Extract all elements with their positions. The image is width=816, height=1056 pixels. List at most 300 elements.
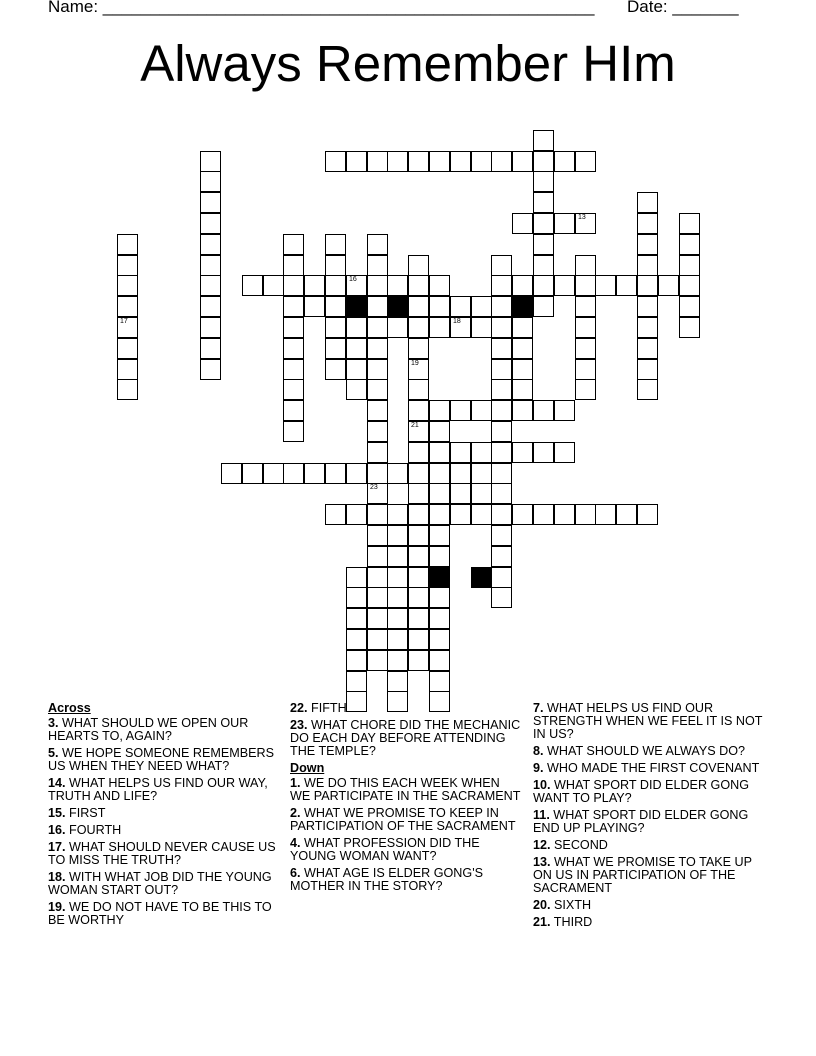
- grid-cell[interactable]: [512, 275, 533, 296]
- grid-cell[interactable]: [408, 608, 429, 629]
- grid-cell[interactable]: [200, 234, 221, 255]
- grid-cell[interactable]: [367, 650, 388, 671]
- grid-cell[interactable]: [367, 483, 388, 504]
- grid-cell[interactable]: [304, 463, 325, 484]
- grid-cell[interactable]: [387, 463, 408, 484]
- grid-cell[interactable]: [575, 338, 596, 359]
- grid-cell[interactable]: [367, 400, 388, 421]
- grid-cell[interactable]: [554, 442, 575, 463]
- grid-cell[interactable]: [491, 400, 512, 421]
- grid-cell[interactable]: [637, 379, 658, 400]
- grid-cell[interactable]: [117, 379, 138, 400]
- grid-cell[interactable]: [491, 421, 512, 442]
- grid-cell[interactable]: [554, 400, 575, 421]
- clue-item: [290, 837, 522, 863]
- grid-cell[interactable]: [346, 359, 367, 380]
- grid-cell[interactable]: [325, 504, 346, 525]
- grid-cell[interactable]: [471, 483, 492, 504]
- grid-cell[interactable]: [346, 151, 367, 172]
- grid-cell[interactable]: [283, 379, 304, 400]
- grid-cell[interactable]: [408, 504, 429, 525]
- clue-item: [533, 702, 765, 741]
- grid-cell[interactable]: [533, 151, 554, 172]
- grid-cell[interactable]: [325, 234, 346, 255]
- grid-cell[interactable]: [346, 671, 367, 692]
- grid-cell[interactable]: [491, 379, 512, 400]
- grid-cell[interactable]: [595, 504, 616, 525]
- grid-cell[interactable]: [200, 317, 221, 338]
- clue-item-text: WHO MADE THE FIRST COVENANT: [543, 761, 760, 775]
- grid-cell[interactable]: [512, 379, 533, 400]
- clues-column-3: [533, 702, 765, 933]
- grid-cell[interactable]: [471, 442, 492, 463]
- grid-cell[interactable]: [429, 442, 450, 463]
- clues-column-2: [290, 702, 522, 897]
- grid-cell[interactable]: [325, 151, 346, 172]
- grid-cell[interactable]: [429, 587, 450, 608]
- grid-cell[interactable]: [533, 234, 554, 255]
- grid-cell[interactable]: [387, 650, 408, 671]
- grid-cell[interactable]: [533, 442, 554, 463]
- clue-item: [48, 747, 280, 773]
- grid-cell[interactable]: [491, 317, 512, 338]
- grid-cell[interactable]: [491, 255, 512, 276]
- grid-cell[interactable]: [429, 421, 450, 442]
- grid-cell[interactable]: [367, 255, 388, 276]
- grid-cell[interactable]: [200, 296, 221, 317]
- grid-cell[interactable]: [283, 400, 304, 421]
- grid-cell[interactable]: [387, 546, 408, 567]
- clue-item: [290, 702, 522, 715]
- grid-cell[interactable]: [616, 504, 637, 525]
- grid-cell[interactable]: [575, 296, 596, 317]
- grid-cell[interactable]: [429, 400, 450, 421]
- grid-cell[interactable]: [408, 151, 429, 172]
- grid-cell[interactable]: [367, 421, 388, 442]
- grid-cell[interactable]: [512, 442, 533, 463]
- clue-number: 21: [411, 422, 419, 429]
- clue-item: [48, 901, 280, 927]
- grid-cell[interactable]: [533, 130, 554, 151]
- grid-cell[interactable]: [637, 192, 658, 213]
- clue-item-text: WHAT SHOULD WE ALWAYS DO?: [543, 744, 746, 758]
- grid-cell[interactable]: [658, 275, 679, 296]
- clue-item-text: WE HOPE SOMEONE REMEMBERS US WHEN THEY NEED WHAT?: [48, 746, 275, 773]
- date-field[interactable]: Date: _______: [627, 0, 739, 16]
- clue-item-number: 14.: [48, 776, 66, 790]
- grid-cell[interactable]: [367, 234, 388, 255]
- down-heading: Down: [290, 761, 325, 775]
- grid-cell[interactable]: [242, 463, 263, 484]
- grid-cell[interactable]: [408, 483, 429, 504]
- grid-cell[interactable]: [575, 151, 596, 172]
- grid-cell[interactable]: [637, 234, 658, 255]
- grid-cell[interactable]: [325, 296, 346, 317]
- clue-item: [533, 916, 765, 929]
- grid-cell[interactable]: [429, 463, 450, 484]
- clue-item-number: 6.: [290, 866, 301, 880]
- grid-cell[interactable]: [575, 255, 596, 276]
- grid-cell[interactable]: [554, 275, 575, 296]
- clue-item-number: 4.: [290, 836, 301, 850]
- grid-cell[interactable]: [200, 275, 221, 296]
- grid-cell[interactable]: [554, 213, 575, 234]
- grid-cell[interactable]: [408, 296, 429, 317]
- grid-cell[interactable]: [533, 192, 554, 213]
- grid-cell[interactable]: [533, 400, 554, 421]
- grid-cell[interactable]: [450, 463, 471, 484]
- grid-cell[interactable]: [325, 463, 346, 484]
- grid-cell[interactable]: [429, 151, 450, 172]
- clue-item-text: WE DO THIS EACH WEEK WHEN WE PARTICIPATE IN THE SACRAMENT: [290, 776, 521, 803]
- clue-item-text: FIRST: [65, 806, 106, 820]
- grid-cell[interactable]: [679, 255, 700, 276]
- clue-item: [533, 899, 765, 912]
- grid-cell[interactable]: [346, 608, 367, 629]
- grid-cell[interactable]: [491, 587, 512, 608]
- clue-item-number: 3.: [48, 716, 59, 730]
- across-clue-list-continued: [290, 702, 522, 758]
- grid-cell[interactable]: [575, 317, 596, 338]
- grid-cell[interactable]: [117, 255, 138, 276]
- grid-cell[interactable]: [408, 255, 429, 276]
- clue-item: [290, 807, 522, 833]
- grid-cell[interactable]: [117, 234, 138, 255]
- grid-cell[interactable]: [283, 234, 304, 255]
- grid-cell[interactable]: [575, 213, 596, 234]
- grid-cell[interactable]: [325, 359, 346, 380]
- grid-cell[interactable]: [346, 504, 367, 525]
- grid-cell[interactable]: [637, 338, 658, 359]
- clue-item-text: WHAT SPORT DID ELDER GONG WANT TO PLAY?: [533, 778, 750, 805]
- grid-cell[interactable]: [471, 151, 492, 172]
- grid-cell[interactable]: [575, 275, 596, 296]
- grid-cell[interactable]: [679, 296, 700, 317]
- clue-item-text: WHAT SHOULD WE OPEN OUR HEARTS TO, AGAIN?: [48, 716, 249, 743]
- clue-item-number: 16.: [48, 823, 66, 837]
- clue-item-text: WITH WHAT JOB DID THE YOUNG WOMAN START OUT?: [48, 870, 272, 897]
- grid-cell[interactable]: [408, 567, 429, 588]
- clue-item: [290, 777, 522, 803]
- clue-item-text: WHAT CHORE DID THE MECHANIC DO EACH DAY BEFORE ATTENDING THE TEMPLE?: [290, 718, 521, 758]
- grid-cell[interactable]: [491, 359, 512, 380]
- grid-cell[interactable]: [346, 275, 367, 296]
- grid-cell[interactable]: [200, 213, 221, 234]
- grid-cell[interactable]: [117, 296, 138, 317]
- grid-cell[interactable]: [429, 671, 450, 692]
- grid-cell[interactable]: [408, 338, 429, 359]
- grid-cell[interactable]: [471, 400, 492, 421]
- clue-item-number: 10.: [533, 778, 551, 792]
- grid-cell[interactable]: [367, 629, 388, 650]
- clue-item: [533, 839, 765, 852]
- grid-cell[interactable]: [367, 608, 388, 629]
- grid-cell[interactable]: [283, 421, 304, 442]
- clue-item-number: 18.: [48, 870, 66, 884]
- grid-cell[interactable]: [491, 483, 512, 504]
- clue-item: [48, 824, 280, 837]
- grid-cell[interactable]: [429, 608, 450, 629]
- grid-cell[interactable]: [346, 463, 367, 484]
- grid-cell[interactable]: [283, 463, 304, 484]
- name-field[interactable]: Name: ____________________________________________________: [48, 0, 595, 16]
- grid-cell[interactable]: [491, 525, 512, 546]
- grid-cell[interactable]: [283, 255, 304, 276]
- clues-column-1: [48, 702, 280, 931]
- grid-cell[interactable]: [595, 275, 616, 296]
- grid-cell[interactable]: [200, 192, 221, 213]
- grid-cell[interactable]: [616, 275, 637, 296]
- grid-cell[interactable]: [117, 359, 138, 380]
- grid-cell[interactable]: [450, 296, 471, 317]
- grid-cell[interactable]: [491, 296, 512, 317]
- grid-cell[interactable]: [491, 567, 512, 588]
- grid-cell[interactable]: [450, 151, 471, 172]
- grid-cell[interactable]: [491, 442, 512, 463]
- grid-cell[interactable]: [491, 504, 512, 525]
- grid-cell[interactable]: [367, 359, 388, 380]
- grid-cell[interactable]: [346, 317, 367, 338]
- grid-cell[interactable]: [429, 525, 450, 546]
- grid-cell[interactable]: [367, 525, 388, 546]
- grid-cell[interactable]: [387, 525, 408, 546]
- grid-cell[interactable]: [367, 151, 388, 172]
- clue-item-text: WHAT WE PROMISE TO KEEP IN PARTICIPATION OF THE SACRAMENT: [290, 806, 516, 833]
- grid-cell[interactable]: [554, 151, 575, 172]
- clue-number: 17: [120, 318, 128, 325]
- grid-cell[interactable]: [679, 275, 700, 296]
- grid-cell[interactable]: [200, 255, 221, 276]
- clue-item-number: 15.: [48, 806, 66, 820]
- grid-cell[interactable]: [512, 213, 533, 234]
- black-square: [346, 296, 367, 317]
- grid-cell[interactable]: [117, 338, 138, 359]
- grid-cell[interactable]: [471, 296, 492, 317]
- grid-cell[interactable]: [575, 359, 596, 380]
- grid-cell[interactable]: [429, 546, 450, 567]
- grid-cell[interactable]: [450, 504, 471, 525]
- grid-cell[interactable]: [346, 629, 367, 650]
- grid-cell[interactable]: [491, 546, 512, 567]
- grid-cell[interactable]: [346, 650, 367, 671]
- grid-cell[interactable]: [429, 483, 450, 504]
- grid-cell[interactable]: [408, 317, 429, 338]
- grid-cell[interactable]: [512, 359, 533, 380]
- grid-cell[interactable]: [471, 504, 492, 525]
- grid-cell[interactable]: [387, 608, 408, 629]
- grid-cell[interactable]: [200, 359, 221, 380]
- clue-number: 13: [578, 214, 586, 221]
- grid-cell[interactable]: [367, 587, 388, 608]
- grid-cell[interactable]: [491, 338, 512, 359]
- grid-cell[interactable]: [512, 504, 533, 525]
- grid-cell[interactable]: [387, 317, 408, 338]
- grid-cell[interactable]: [637, 255, 658, 276]
- grid-cell[interactable]: [283, 296, 304, 317]
- grid-cell[interactable]: [242, 275, 263, 296]
- grid-cell[interactable]: [304, 275, 325, 296]
- grid-cell[interactable]: [408, 587, 429, 608]
- grid-cell[interactable]: [346, 379, 367, 400]
- clue-item-number: 11.: [533, 808, 550, 822]
- grid-cell[interactable]: [408, 275, 429, 296]
- grid-cell[interactable]: [367, 463, 388, 484]
- grid-cell[interactable]: [200, 338, 221, 359]
- clue-item-text: WHAT SHOULD NEVER CAUSE US TO MISS THE TRUTH?: [48, 840, 276, 867]
- grid-cell[interactable]: [346, 338, 367, 359]
- clue-item: [48, 841, 280, 867]
- clue-item: [533, 762, 765, 775]
- grid-cell[interactable]: [387, 504, 408, 525]
- grid-cell[interactable]: [325, 275, 346, 296]
- grid-cell[interactable]: [575, 379, 596, 400]
- grid-cell[interactable]: [533, 275, 554, 296]
- grid-cell[interactable]: [367, 567, 388, 588]
- grid-cell[interactable]: [367, 275, 388, 296]
- grid-cell[interactable]: [491, 463, 512, 484]
- grid-cell[interactable]: [408, 442, 429, 463]
- grid-cell[interactable]: [325, 255, 346, 276]
- grid-cell[interactable]: [450, 400, 471, 421]
- clue-item-number: 17.: [48, 840, 66, 854]
- clue-item-number: 22.: [290, 701, 308, 715]
- grid-cell[interactable]: [263, 275, 284, 296]
- grid-cell[interactable]: [387, 275, 408, 296]
- grid-cell[interactable]: [283, 338, 304, 359]
- grid-cell[interactable]: [387, 671, 408, 692]
- grid-cell[interactable]: [575, 504, 596, 525]
- down-clue-list-continued: [533, 702, 765, 929]
- grid-cell[interactable]: [408, 379, 429, 400]
- grid-cell[interactable]: [325, 317, 346, 338]
- grid-cell[interactable]: [637, 275, 658, 296]
- grid-cell[interactable]: [346, 587, 367, 608]
- grid-cell[interactable]: [491, 151, 512, 172]
- grid-cell[interactable]: [367, 546, 388, 567]
- grid-cell[interactable]: [512, 400, 533, 421]
- grid-cell[interactable]: [200, 151, 221, 172]
- grid-cell[interactable]: [637, 359, 658, 380]
- across-clue-list: [48, 717, 280, 927]
- grid-cell[interactable]: [387, 629, 408, 650]
- clue-item-text: WHAT HELPS US FIND OUR STRENGTH WHEN WE FEEL IT IS NOT IN US?: [533, 701, 763, 741]
- grid-cell[interactable]: [117, 317, 138, 338]
- black-square: [512, 296, 533, 317]
- clue-item-number: 2.: [290, 806, 301, 820]
- clue-item-text: FIFTH: [307, 701, 347, 715]
- grid-cell[interactable]: [367, 338, 388, 359]
- grid-cell[interactable]: [429, 296, 450, 317]
- grid-cell[interactable]: [408, 421, 429, 442]
- black-square: [387, 296, 408, 317]
- grid-cell[interactable]: [346, 567, 367, 588]
- grid-cell[interactable]: [221, 463, 242, 484]
- clue-item-number: 23.: [290, 718, 308, 732]
- grid-cell[interactable]: [429, 317, 450, 338]
- black-square: [429, 567, 450, 588]
- clue-item: [48, 777, 280, 803]
- grid-cell[interactable]: [637, 296, 658, 317]
- clue-item-text: WHAT WE PROMISE TO TAKE UP ON US IN PARTICIPATION OF THE SACRAMENT: [533, 855, 752, 895]
- grid-cell[interactable]: [367, 504, 388, 525]
- clue-item-number: 1.: [290, 776, 301, 790]
- grid-cell[interactable]: [491, 275, 512, 296]
- grid-cell[interactable]: [408, 463, 429, 484]
- grid-cell[interactable]: [637, 213, 658, 234]
- grid-cell[interactable]: [408, 546, 429, 567]
- grid-cell[interactable]: [408, 650, 429, 671]
- clue-item-text: SIXTH: [550, 898, 592, 912]
- grid-cell[interactable]: [637, 317, 658, 338]
- grid-cell[interactable]: [429, 629, 450, 650]
- grid-cell[interactable]: [429, 650, 450, 671]
- grid-cell[interactable]: [679, 317, 700, 338]
- grid-cell[interactable]: [367, 296, 388, 317]
- clue-item-text: THIRD: [550, 915, 593, 929]
- clue-item-number: 5.: [48, 746, 59, 760]
- grid-cell[interactable]: [367, 379, 388, 400]
- clue-item-text: SECOND: [550, 838, 608, 852]
- grid-cell[interactable]: [533, 296, 554, 317]
- grid-cell[interactable]: [283, 359, 304, 380]
- clue-item: [290, 719, 522, 758]
- grid-cell[interactable]: [117, 275, 138, 296]
- grid-cell[interactable]: [533, 504, 554, 525]
- black-square: [471, 567, 492, 588]
- grid-cell[interactable]: [387, 151, 408, 172]
- grid-cell[interactable]: [367, 317, 388, 338]
- grid-cell[interactable]: [387, 567, 408, 588]
- grid-cell[interactable]: [283, 275, 304, 296]
- down-clue-list: [290, 777, 522, 893]
- grid-cell[interactable]: [471, 317, 492, 338]
- grid-cell[interactable]: [533, 255, 554, 276]
- grid-cell[interactable]: [304, 296, 325, 317]
- grid-cell[interactable]: [429, 504, 450, 525]
- grid-cell[interactable]: [512, 317, 533, 338]
- grid-cell[interactable]: [471, 463, 492, 484]
- grid-cell[interactable]: [408, 525, 429, 546]
- grid-cell[interactable]: [387, 587, 408, 608]
- clue-item: [533, 809, 765, 835]
- grid-cell[interactable]: [408, 629, 429, 650]
- grid-cell[interactable]: [408, 400, 429, 421]
- grid-cell[interactable]: [408, 359, 429, 380]
- clue-item: [48, 717, 280, 743]
- grid-cell[interactable]: [450, 483, 471, 504]
- grid-cell[interactable]: [200, 171, 221, 192]
- clue-item-text: WHAT PROFESSION DID THE YOUNG WOMAN WANT?: [290, 836, 480, 863]
- grid-cell[interactable]: [533, 171, 554, 192]
- grid-cell[interactable]: [325, 338, 346, 359]
- grid-cell[interactable]: [554, 504, 575, 525]
- clue-item-text: WE DO NOT HAVE TO BE THIS TO BE WORTHY: [48, 900, 272, 927]
- grid-cell[interactable]: [450, 442, 471, 463]
- clue-item: [290, 867, 522, 893]
- grid-cell[interactable]: [367, 442, 388, 463]
- grid-cell[interactable]: [512, 151, 533, 172]
- grid-cell[interactable]: [679, 213, 700, 234]
- grid-cell[interactable]: [637, 504, 658, 525]
- clue-number: 23: [370, 484, 378, 491]
- grid-cell[interactable]: [263, 463, 284, 484]
- grid-cell[interactable]: [512, 338, 533, 359]
- grid-cell[interactable]: [450, 317, 471, 338]
- grid-cell[interactable]: [429, 275, 450, 296]
- grid-cell[interactable]: [533, 213, 554, 234]
- grid-cell[interactable]: [679, 234, 700, 255]
- grid-cell[interactable]: [283, 317, 304, 338]
